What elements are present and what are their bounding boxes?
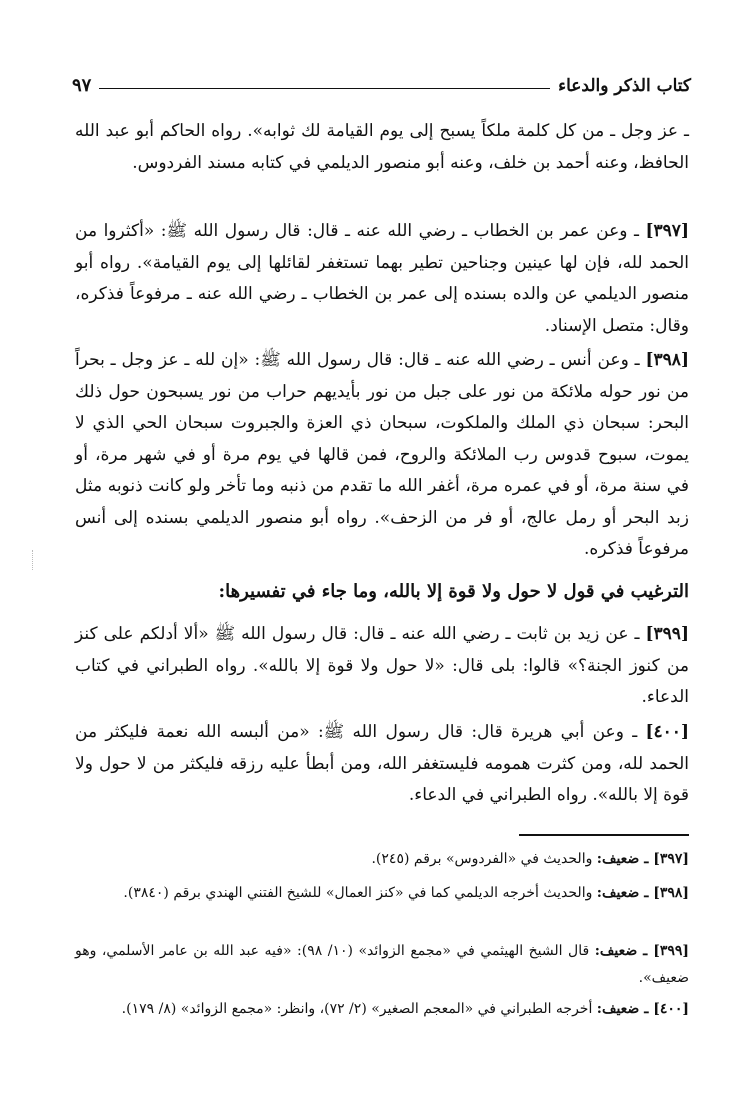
hadith-number: [٣٩٧]	[645, 221, 689, 241]
hadith-number: [٤٠٠]	[645, 722, 689, 742]
section-heading: الترغيب في قول لا حول ولا قوة إلا بالله، وما جاء في تفسيرها:	[218, 581, 689, 602]
paragraph-continuation	[75, 116, 689, 179]
footnote-grade: ـ ضعيف:	[596, 885, 654, 901]
hadith-397	[75, 216, 689, 342]
footnote-number: [٣٩٨]	[653, 885, 689, 901]
hadith-text: ـ عن زيد بن ثابت ـ رضي الله عنه ـ قال: قال رسول الله ﷺ «ألا أدلكم على كنز من كنوز الجنة؟» قالوا: بلى قال: «لا حول ولا قوة إلا بالله». رواه الطبراني في كتاب الدعاء.	[75, 624, 689, 707]
footnote-399	[75, 938, 689, 992]
hadith-number: [٣٩٨]	[645, 350, 689, 370]
footnote-397	[75, 846, 689, 873]
footnote-number: [٣٩٩]	[653, 943, 689, 959]
footnote-text: أخرجه الطبراني في «المعجم الصغير» (٢/ ٧٢)، وانظر: «مجمع الزوائد» (٨/ ١٧٩).	[121, 1001, 597, 1017]
running-title: كتاب الذكر والدعاء	[558, 76, 691, 96]
footnote-grade: ـ ضعيف:	[596, 851, 654, 867]
hadith-399	[75, 619, 689, 714]
footnote-number: [٤٠٠]	[653, 1001, 689, 1017]
paragraph-text: ـ عز وجل ـ من كل كلمة ملكاً يسبح إلى يوم القيامة لك ثوابه». رواه الحاكم أبو عبد الله الحافظ، وعنه أحمد بن خلف، وعنه أبو منصور الديلمي في كتابه مسند الفردوس.	[75, 121, 689, 173]
footnote-400	[75, 996, 689, 1023]
hadith-text: ـ وعن أبي هريرة قال: قال رسول الله ﷺ: «من ألبسه الله نعمة فليكثر من الحمد لله، ومن كثرت همومه فليستغفر الله، ومن أبطأ عليه رزقه فليكثر من لا حول ولا قوة إلا بالله». رواه الطبراني في الدعاء.	[75, 722, 689, 805]
hadith-398	[75, 345, 689, 566]
footnote-grade: ـ ضعيف:	[596, 1001, 654, 1017]
footnote-text: والحديث أخرجه الديلمي كما في «كنز العمال» للشيخ الفتني الهندي برقم (٣٨٤٠).	[123, 885, 597, 901]
page-header	[72, 70, 691, 96]
header-rule	[99, 88, 550, 89]
page-number: ٩٧	[72, 75, 92, 96]
hadith-number: [٣٩٩]	[645, 624, 689, 644]
hadith-text: ـ وعن عمر بن الخطاب ـ رضي الله عنه ـ قال: قال رسول الله ﷺ: «أكثروا من الحمد لله، فإن لها عينين وجناحين تطير بهما تستغفر لقائلها إلى يوم القيامة». رواه أبو منصور الديلمي عن والده بسنده إلى عمر بن الخطاب ـ رضي الله عنه ـ مرفوعاً فذكره، وقال: متصل الإسناد.	[75, 221, 689, 336]
footnote-text: قال الشيخ الهيثمي في «مجمع الزوائد» (١٠/ ٩٨): «فيه عبد الله بن عامر الأسلمي، وهو ضعيف».	[75, 943, 689, 986]
footnote-separator	[519, 834, 689, 836]
margin-mark	[32, 550, 39, 570]
footnote-grade: ـ ضعيف:	[594, 943, 654, 959]
hadith-400	[75, 717, 689, 812]
footnote-398	[75, 880, 689, 907]
footnote-text: والحديث في «الفردوس» برقم (٢٤٥).	[371, 851, 597, 867]
hadith-text: ـ وعن أنس ـ رضي الله عنه ـ قال: قال رسول الله ﷺ: «إن لله ـ عز وجل ـ بحراً من نور حوله ملائكة من نور على جبل من نور بأيديهم حراب من نور يسبحون حول ذلك البحر: سبحان ذي الملك والملكوت، سبحان ذي العزة والجبروت سبحان الحي الذي لا يموت، سبوح قدوس رب الملائكة والروح، فمن قالها في يوم مرة أو في شهر مرة، أو في سنة مرة، أو في عمره مرة، أغفر الله ما تقدم من ذنبه وما تأخر ولو كانت ذنوبه مثل زبد البحر أو رمل عالج، أو فر من الزحف». رواه أبو منصور الديلمي بسنده إلى أنس مرفوعاً فذكره.	[75, 350, 689, 559]
footnote-number: [٣٩٧]	[653, 851, 689, 867]
